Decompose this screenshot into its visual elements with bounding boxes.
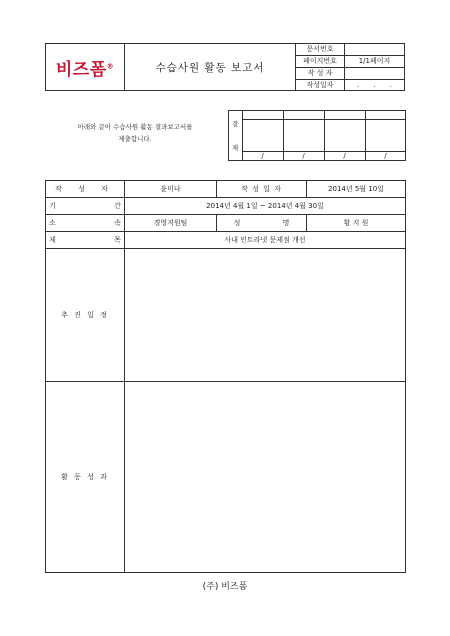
department-label: 소 속 (45, 214, 125, 232)
logo-cell (45, 43, 125, 91)
document-title: 수습사원 활동 보고서 (155, 61, 265, 74)
meta-label-author: 작 성 자 (295, 67, 345, 80)
approval-label-bottom: 재 (231, 143, 239, 152)
meta-label-doc-number: 문서번호 (295, 43, 345, 56)
company-logo: 비즈폼® (55, 59, 115, 80)
intro-line-2: 제출합니다. (118, 135, 152, 143)
period-value: 2014년 4월 1일 ~ 2014년 4월 30일 (124, 197, 406, 215)
author-value: 윤미나 (124, 180, 217, 198)
subject-value: 사내 인트라넷 문제점 개선 (124, 231, 406, 249)
title-cell (124, 43, 296, 91)
approval-date-slot-1: / (261, 152, 264, 160)
name-value: 황 지 원 (306, 214, 406, 232)
meta-value-page-number: 1/1페이지 (344, 55, 405, 68)
approval-date-slot-2: / (302, 152, 305, 160)
period-label: 기 간 (45, 197, 125, 215)
schedule-label: 추 진 일 정 (45, 248, 125, 382)
approval-date-slot-4: / (384, 152, 387, 160)
name-label: 성 명 (216, 214, 307, 232)
subject-label: 제 목 (45, 231, 125, 249)
results-label: 활 동 성 과 (45, 381, 125, 573)
meta-value-date: . . . (344, 79, 405, 91)
intro-line-1: 아래와 같이 수습사원 활동 결과보고서를 (77, 123, 193, 131)
date-label: 작 성 일 자 (216, 180, 307, 198)
footer-company: (주) 비즈폼 (202, 581, 248, 592)
date-value: 2014년 5월 10일 (306, 180, 406, 198)
schedule-content[interactable] (124, 248, 406, 382)
approval-date-slot-3: / (343, 152, 346, 160)
department-value: 경영지원팀 (124, 214, 217, 232)
approval-label-top: 결 (231, 119, 239, 128)
meta-label-date: 작성일자 (295, 79, 345, 91)
author-label: 작 성 자 (45, 180, 125, 198)
intro-text (55, 121, 215, 145)
meta-label-page-number: 페이지번호 (295, 55, 345, 68)
results-content[interactable] (124, 381, 406, 573)
